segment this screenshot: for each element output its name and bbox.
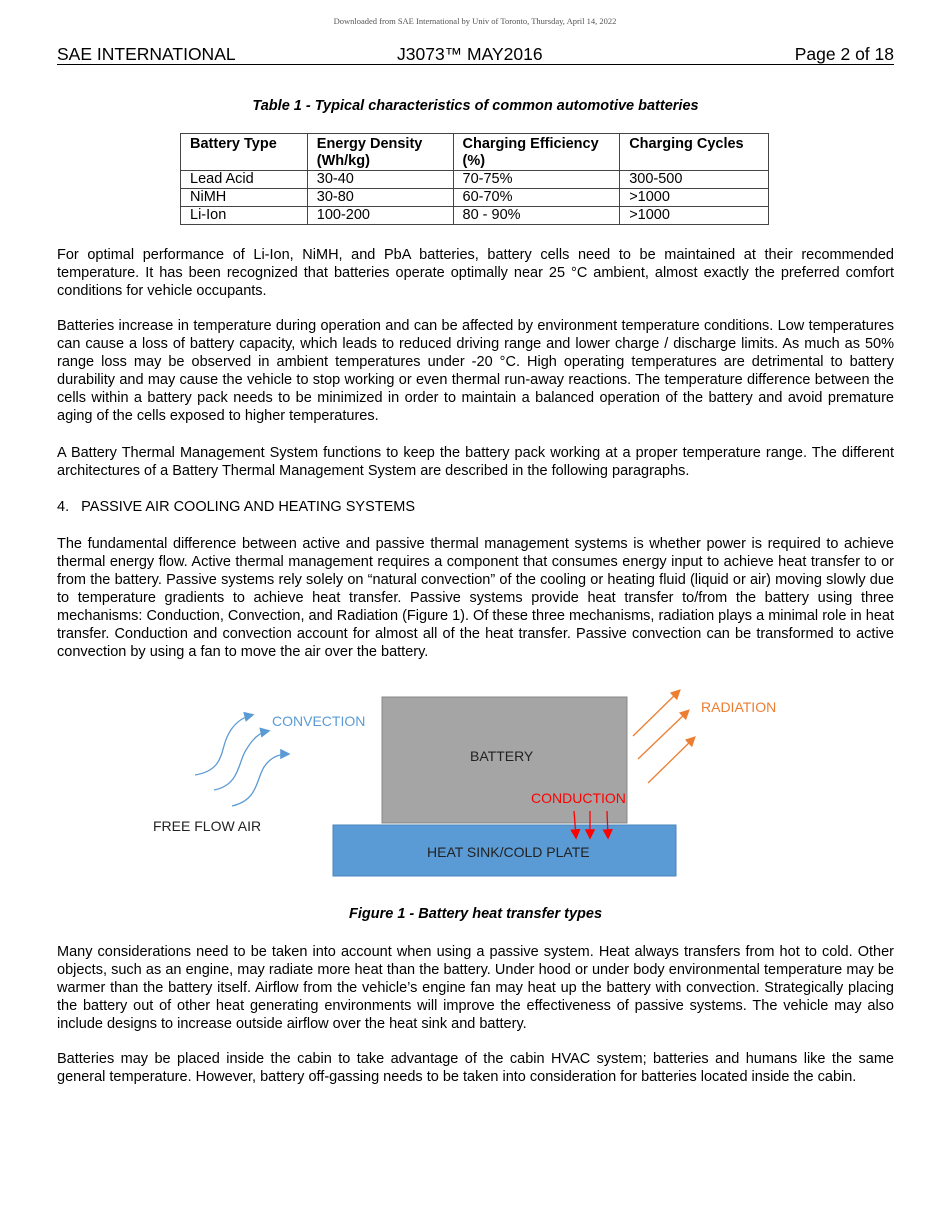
header-org: SAE INTERNATIONAL <box>57 44 236 64</box>
table-cell: NiMH <box>181 189 308 207</box>
table-cell: 70-75% <box>453 171 620 189</box>
column-header: Energy Density (Wh/kg) <box>307 134 453 171</box>
column-header: Charging Efficiency (%) <box>453 134 620 171</box>
column-header: Battery Type <box>181 134 308 171</box>
battery-label: BATTERY <box>470 748 534 764</box>
table-cell: 100-200 <box>307 207 453 225</box>
paragraph: A Battery Thermal Management System functions to keep the battery pack working at a proper temperature range. The different architectures of a Battery Thermal Management System are described in the following paragraphs. <box>57 445 894 479</box>
paragraph: The fundamental difference between active and passive thermal management systems is whether power is required to achieve thermal energy flow. Active thermal management requires a component that consumes energy input to achieve heat transfer to or from the battery. Passive systems rely solely on “natural convection” of the cooling or heating fluid (liquid or air) moving slowly due to temperature gradients to achieve heat transfer. Passive systems provide heat transfer to/from the battery using three mechanisms: Conduction, Convection, and Radiation (Figure 1). Of these three mechanisms, radiation plays a minimal role in heat transfer. Conduction and convection account for almost all of the heat transfer. Passive convection can be transformed to active convection by using a fan to move the air over the battery. <box>57 536 894 660</box>
table-cell: Li-Ion <box>181 207 308 225</box>
table-cell: >1000 <box>620 189 769 207</box>
section-heading: 4. PASSIVE AIR COOLING AND HEATING SYSTEMS <box>57 499 416 515</box>
table-cell: 80 - 90% <box>453 207 620 225</box>
table-cell: 60-70% <box>453 189 620 207</box>
table-caption: Table 1 - Typical characteristics of common automotive batteries <box>252 98 699 114</box>
header-page-number: Page 2 of 18 <box>794 44 894 64</box>
table-cell: 300-500 <box>620 171 769 189</box>
table-cell: >1000 <box>620 207 769 225</box>
header-doc-id: J3073™ MAY2016 <box>397 44 543 64</box>
table-cell: 30-40 <box>307 171 453 189</box>
heat-sink-label: HEAT SINK/COLD PLATE <box>427 844 590 860</box>
conduction-label: CONDUCTION <box>531 790 626 806</box>
download-notice: Downloaded from SAE International by Univ of Toronto, Thursday, April 14, 2022 <box>333 16 617 26</box>
paragraph: Batteries may be placed inside the cabin to take advantage of the cabin HVAC system; batteries and humans like the same general temperature. However, battery off-gassing needs to be taken into consideration for batteries located inside the cabin. <box>57 1051 894 1085</box>
paragraph: For optimal performance of Li-Ion, NiMH, and PbA batteries, battery cells need to be maintained at their recommended temperature. It has been recognized that batteries operate optimally near 25 °C ambient, almost exactly the preferred comfort conditions for vehicle occupants. <box>57 247 894 299</box>
column-header: Charging Cycles <box>620 134 769 171</box>
radiation-arrows <box>633 691 694 783</box>
table-cell: Lead Acid <box>181 171 308 189</box>
free-flow-air-label: FREE FLOW AIR <box>153 818 262 834</box>
paragraph: Batteries increase in temperature during operation and can be affected by environment temperature conditions. Low temperatures can cause a loss of battery capacity, which leads to reduced driving range and lower charge / discharge limits. As much as 50% range loss may be observed in ambient temperatures under -20 °C. High operating temperatures are detrimental to battery durability and may cause the vehicle to stop working or even thermal run-away reactions. The temperature difference between the cells within a battery pack needs to be minimized in order to maintain a balanced operation of the battery and avoid premature aging of the cells exposed to higher temperatures. <box>57 318 894 424</box>
paragraph: Many considerations need to be taken into account when using a passive system. Heat always transfers from hot to cold. Other objects, such as an engine, may radiate more heat than the battery. Under hood or under body environmental temperature may be warmer than the battery itself. Airflow from the vehicle’s engine fan may heat up the battery with convection. Strategically placing the battery out of other heat generating environments will improve the effectiveness of passive systems. The vehicle may also include designs to increase outside airflow over the heat sink and battery. <box>57 944 894 1032</box>
radiation-label: RADIATION <box>701 699 777 715</box>
table-cell: 30-80 <box>307 189 453 207</box>
figure-caption: Figure 1 - Battery heat transfer types <box>348 906 603 922</box>
convection-label: CONVECTION <box>272 713 366 729</box>
